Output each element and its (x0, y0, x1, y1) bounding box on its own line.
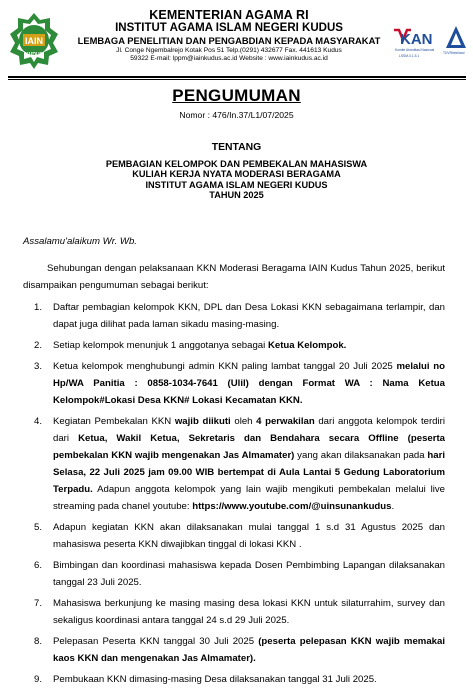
bold-text: 4 perwakilan (256, 416, 315, 427)
svg-text:KAN: KAN (400, 31, 433, 48)
bold-text: wajib diikuti (174, 416, 231, 427)
letterhead-text (70, 8, 388, 63)
list-item (23, 671, 445, 688)
list-item (23, 337, 445, 354)
letterhead (0, 0, 473, 78)
page-title: PENGUMUMAN (172, 86, 301, 105)
bold-text: Ketua Kelompok. (267, 340, 347, 351)
bold-text: https://www.youtube.com/@uinsunankudus (192, 501, 392, 512)
list-item-number: 6. (34, 560, 43, 571)
text: oleh (230, 416, 257, 427)
text: dari anggota kelompok terdiri dari (53, 416, 445, 444)
text: Pembukaan KKN dimasing-masing Desa dilaksanakan tanggal 31 Juli 2025. (53, 674, 377, 685)
bold-text: Ketua, Wakil Ketua, Sekretaris dan Bendahara secara Offline (peserta pembekalan KKN wajib mengenakan Jas Almamater) (53, 433, 445, 461)
bold-text: melalui no Hp/WA Panitia : 0858-1034-7641 (Ulil) dengan Format WA : Nama Ketua Kelompok#Lokasi Desa KKN# Lokasi Kecamatan KKN. (53, 361, 445, 406)
svg-text:KUDUS: KUDUS (25, 52, 43, 58)
text: Adapun kegiatan KKN akan dilaksanakan mulai tanggal 1 s.d 31 Agustus 2025 dan mahasiswa peserta KKN diwajibkan tinggal di lokasi KKN . (53, 522, 445, 550)
address-line: Jl. Conge Ngembalrejo Kotak Pos 51 Telp.(0291) 432677 Fax. 441613 Kudus (116, 47, 342, 54)
text: Setiap kelompok menunjuk 1 anggotanya sebagai (53, 340, 268, 351)
text: Pelepasan Peserta KKN tanggal 30 Juli 2025 (53, 636, 259, 647)
list-item (23, 633, 445, 667)
text: yang akan dilaksanakan pada (294, 450, 428, 461)
list-item (23, 519, 445, 553)
text: Kegiatan Pembekalan KKN (53, 416, 175, 427)
text: . (391, 501, 395, 512)
text: Daftar pembagian kelompok KKN, DPL dan Desa Lokasi KKN sebagaimana terlampir, dan dapat juga dilihat pada laman sikadu masing-masing. (53, 302, 445, 330)
list-item (23, 358, 445, 409)
text: Adapun anggota kelompok yang lain wajib mengikuti pembekalan melalui live streaming pada chanel youtube: (53, 484, 445, 512)
list-item (23, 413, 445, 515)
svg-text:IAIN: IAIN (25, 36, 43, 46)
intro-paragraph: Sehubungan dengan pelaksanaan KKN Moderasi Beragama IAIN Kudus Tahun 2025, berikut disampaikan pengumuman sebagai berikut: (23, 263, 445, 291)
contact-line: 59322 E-mail: lppm@iainkudus.ac.id Website : www.iainkudus.ac.id (130, 55, 328, 62)
subject-line: TAHUN 2025 (209, 190, 264, 201)
list-item-number: 1. (34, 302, 43, 313)
svg-text:TÜVRheinland: TÜVRheinland (443, 51, 465, 55)
list-item (23, 557, 445, 591)
iain-kudus-logo (8, 12, 60, 70)
list-item-number: 3. (34, 361, 43, 372)
text: Ketua kelompok menghubungi admin KKN paling lambat tanggal 20 Juli 2025 (53, 361, 397, 372)
list-item-number: 7. (34, 598, 43, 609)
subject-line: PEMBAGIAN KELOMPOK DAN PEMBEKALAN MAHASISWA (105, 158, 368, 169)
text: Mahasiswa berkunjung ke masing masing desa lokasi KKN untuk silaturrahim, survey dan sekaligus koordinasi antara tanggal 24 s.d 29 Juli 2025. (53, 598, 445, 626)
svg-text:Komite Akreditasi Nasional: Komite Akreditasi Nasional (395, 48, 435, 52)
institution-unit: LEMBAGA PENELITIAN DAN PENGABDIAN KEPADA MASYARAKAT (77, 35, 381, 46)
list-item-number: 2. (34, 340, 43, 351)
bold-text: (peserta pelepasan KKN wajib memakai kaos KKN dan mengenakan Jas Almamater). (53, 636, 445, 664)
subject-label: TENTANG (211, 142, 262, 153)
kan-accreditation-logo (392, 24, 468, 62)
subject-line: INSTITUT AGAMA ISLAM NEGERI KUDUS (145, 179, 328, 190)
greeting: Assalamu'alaikum Wr. Wb. (23, 236, 137, 247)
header-rule-thin (8, 79, 466, 80)
bold-text: hari Selasa, 22 Juli 2025 jam 09.00 WIB bertempat di Aula Lantai 5 Gedung Laboratorium Terpadu. (53, 450, 445, 495)
institute-name: INSTITUT AGAMA ISLAM NEGERI KUDUS (115, 22, 343, 34)
list-item-number: 4. (34, 416, 43, 427)
list-item (23, 299, 445, 333)
document-number: Nomor : 476/In.37/L1/07/2025 (179, 110, 294, 120)
list-item (23, 595, 445, 629)
announcement-list (23, 299, 445, 692)
list-item-number: 5. (34, 522, 43, 533)
subject-block (0, 143, 473, 201)
svg-text:LSSM-0.1.5.1: LSSM-0.1.5.1 (399, 54, 420, 58)
list-item-number: 8. (34, 636, 43, 647)
ministry-name: KEMENTERIAN AGAMA RI (149, 8, 309, 22)
list-item-number: 9. (34, 674, 43, 685)
text: Bimbingan dan koordinasi mahasiswa kepada Dosen Pembimbing Lapangan dilaksanakan tanggal 23 Juli 2025. (53, 560, 445, 588)
subject-line: KULIAH KERJA NYATA MODERASI BERAGAMA (132, 169, 341, 180)
header-rule-thick (8, 76, 466, 78)
